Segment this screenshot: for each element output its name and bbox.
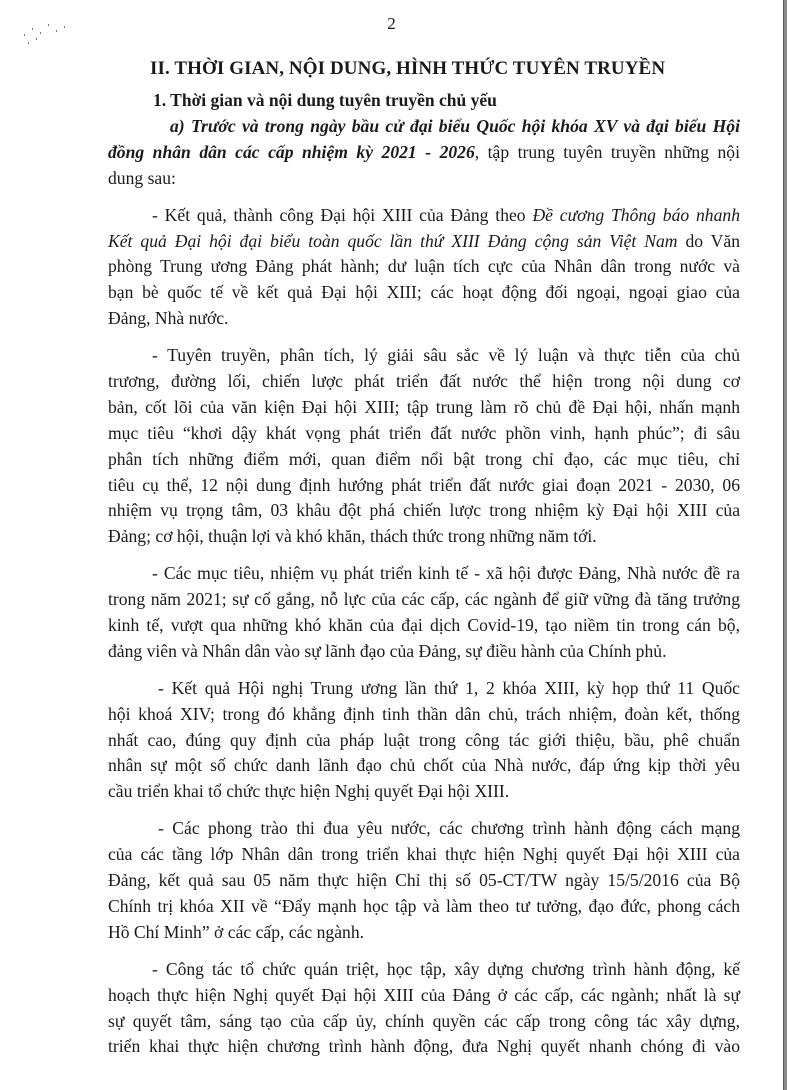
text-run: của các tầng lớp Nhân dân trong triển khai thực hiện Nghị quyết Đại hội XIII của bbox=[108, 844, 740, 865]
text-line bbox=[108, 1009, 740, 1035]
text-run: , tập trung tuyên truyền những nội bbox=[474, 141, 740, 162]
text-run: - Công tác tổ chức quán triệt, học tập, xây dựng chương trình hành động, kế bbox=[152, 958, 740, 979]
text-run: hoạch thực hiện Nghị quyết Đại hội XIII của Đảng ở các cấp, các ngành; nhất là sự bbox=[108, 984, 740, 1005]
text-line bbox=[108, 842, 740, 868]
text-line bbox=[108, 613, 740, 639]
text-run: triển khai thực hiện chương trình hành động, đưa Nghị quyết nhanh chóng đi vào bbox=[108, 1036, 740, 1057]
text-line bbox=[108, 779, 740, 805]
paragraph bbox=[108, 561, 740, 665]
text-line bbox=[108, 343, 740, 369]
text-run: trương, đường lối, chiến lược phát triển đất nước thể hiện trong nội dung cơ bbox=[108, 371, 740, 392]
text-line bbox=[108, 983, 740, 1009]
text-run: đồng nhân dân các cấp nhiệm kỳ 2021 - 2026 bbox=[108, 141, 475, 162]
page-number: 2 bbox=[387, 14, 396, 33]
text-line bbox=[108, 561, 740, 587]
text-run: dung sau: bbox=[108, 167, 176, 188]
paragraph bbox=[108, 343, 740, 550]
text-run: sự quyết tâm, sáng tạo của cấp ủy, chính quyền các cấp trong công tác xây dựng, bbox=[108, 1010, 740, 1031]
text-run: bạn bè quốc tế về kết quả Đại hội XIII; các hoạt động đối ngoại, ngoại giao của bbox=[108, 282, 740, 303]
text-line bbox=[108, 868, 740, 894]
text-line bbox=[108, 676, 740, 702]
paragraph bbox=[108, 957, 740, 1061]
text-line bbox=[108, 587, 740, 613]
text-run: hội khoá XIV; trong đó khẳng định tinh thần dân chủ, trách nhiệm, đoàn kết, thống bbox=[108, 703, 740, 724]
text-run: cầu triển khai tổ chức thực hiện Nghị quyết Đại hội XIII. bbox=[108, 781, 510, 802]
text-run: Chính trị khóa XII về “Đẩy mạnh học tập và làm theo tư tưởng, đạo đức, phong cách bbox=[108, 895, 740, 916]
text-line bbox=[108, 203, 740, 229]
text-run: - Các mục tiêu, nhiệm vụ phát triển kinh tế - xã hội được Đảng, Nhà nước đề ra bbox=[152, 563, 740, 584]
text-line bbox=[108, 920, 740, 946]
document-body bbox=[108, 114, 740, 1060]
text-line bbox=[108, 728, 740, 754]
text-run: mục tiêu “khơi dậy khát vọng phát triển đất nước phồn vinh, hạnh phúc”; đi sâu bbox=[108, 422, 740, 443]
text-run: bản, cốt lõi của văn kiện Đại hội XIII; tập trung làm rõ chủ đề Đại hội, nhấn mạnh bbox=[108, 396, 740, 417]
text-line bbox=[108, 753, 740, 779]
text-line bbox=[108, 473, 740, 499]
text-line bbox=[108, 395, 740, 421]
text-line bbox=[108, 894, 740, 920]
text-run: phòng Trung ương Đảng phát hành; dư luận tích cực của Nhân dân trong nước và bbox=[108, 256, 740, 277]
text-run: trong năm 2021; sự cố gắng, nỗ lực của các cấp, các ngành để giữ vững đà tăng trưởng bbox=[108, 589, 740, 610]
text-run: nhiệm vụ trọng tâm, 03 khâu đột phá chiến lược trong nhiệm kỳ Đại hội XIII của bbox=[108, 500, 740, 521]
text-run: - Kết quả, thành công Đại hội XIII của Đảng theo bbox=[152, 204, 533, 225]
text-run: Đề cương Thông báo nhanh bbox=[532, 204, 740, 225]
text-line bbox=[108, 1034, 740, 1060]
text-run: phân tích những điểm mới, quan điểm nổi bật trong chỉ đạo, các mục tiêu, chỉ bbox=[108, 448, 740, 469]
text-line bbox=[108, 229, 740, 255]
text-run: Đảng, kết quả sau 05 năm thực hiện Chỉ thị số 05-CT/TW ngày 15/5/2016 của Bộ bbox=[108, 870, 740, 891]
text-run: kinh tế, vượt qua những khó khăn của đại dịch Covid-19, tạo niềm tin trong cán bộ, bbox=[108, 615, 740, 636]
subheading: 1. Thời gian và nội dung tuyên truyền chủ yếu bbox=[153, 90, 497, 110]
text-line bbox=[108, 816, 740, 842]
paragraph bbox=[108, 203, 740, 332]
text-run: tiêu cụ thể, 12 nội dung định hướng phát triển đất nước giai đoạn 2021 - 2030, 06 bbox=[108, 474, 740, 495]
paragraph bbox=[108, 816, 740, 945]
text-line bbox=[108, 306, 740, 332]
text-run: - Các phong trào thi đua yêu nước, các chương trình hành động cách mạng bbox=[158, 818, 740, 839]
section-heading: II. THỜI GIAN, NỘI DUNG, HÌNH THỨC TUYÊN TRUYỀN bbox=[150, 58, 666, 79]
text-line bbox=[108, 254, 740, 280]
text-run: - Kết quả Hội nghị Trung ương lần thứ 1, 2 khóa XIII, kỳ họp thứ 11 Quốc bbox=[158, 677, 740, 698]
text-run: Đảng, Nhà nước. bbox=[108, 308, 229, 329]
page-edge bbox=[783, 0, 787, 1090]
text-run: - Tuyên truyền, phân tích, lý giải sâu sắc về lý luận và thực tiễn của chủ bbox=[152, 345, 740, 366]
text-run: đảng viên và Nhân dân vào sự lãnh đạo của Đảng, sự điều hành của Chính phủ. bbox=[108, 640, 667, 661]
text-line bbox=[108, 957, 740, 983]
paragraph bbox=[108, 114, 740, 192]
text-line bbox=[108, 447, 740, 473]
text-line bbox=[108, 280, 740, 306]
paragraph bbox=[108, 676, 740, 805]
text-line bbox=[108, 114, 740, 140]
text-run: Đảng; cơ hội, thuận lợi và khó khăn, thách thức trong những năm tới. bbox=[108, 526, 597, 547]
text-run: Kết quả Đại hội đại biểu toàn quốc lần thứ XIII Đảng cộng sản Việt Nam bbox=[108, 230, 678, 251]
text-run: nhất cao, đúng quy định của pháp luật trong công tác giới thiệu, bầu, phê chuẩn bbox=[108, 729, 740, 750]
text-line bbox=[108, 421, 740, 447]
text-line bbox=[108, 702, 740, 728]
text-line bbox=[108, 524, 740, 550]
text-line bbox=[108, 369, 740, 395]
text-run: a) Trước và trong ngày bầu cử đại biểu Quốc hội khóa XV và đại biểu Hội bbox=[170, 116, 740, 136]
text-run: do Văn bbox=[677, 230, 740, 251]
text-line bbox=[108, 639, 740, 665]
text-line bbox=[108, 140, 740, 166]
text-run: nhân sự một số chức danh lãnh đạo chủ chốt của Nhà nước, đáp ứng kịp thời yêu bbox=[108, 755, 740, 776]
text-run: Hồ Chí Minh” ở các cấp, các ngành. bbox=[108, 921, 365, 942]
text-line bbox=[108, 498, 740, 524]
text-line bbox=[108, 166, 740, 192]
